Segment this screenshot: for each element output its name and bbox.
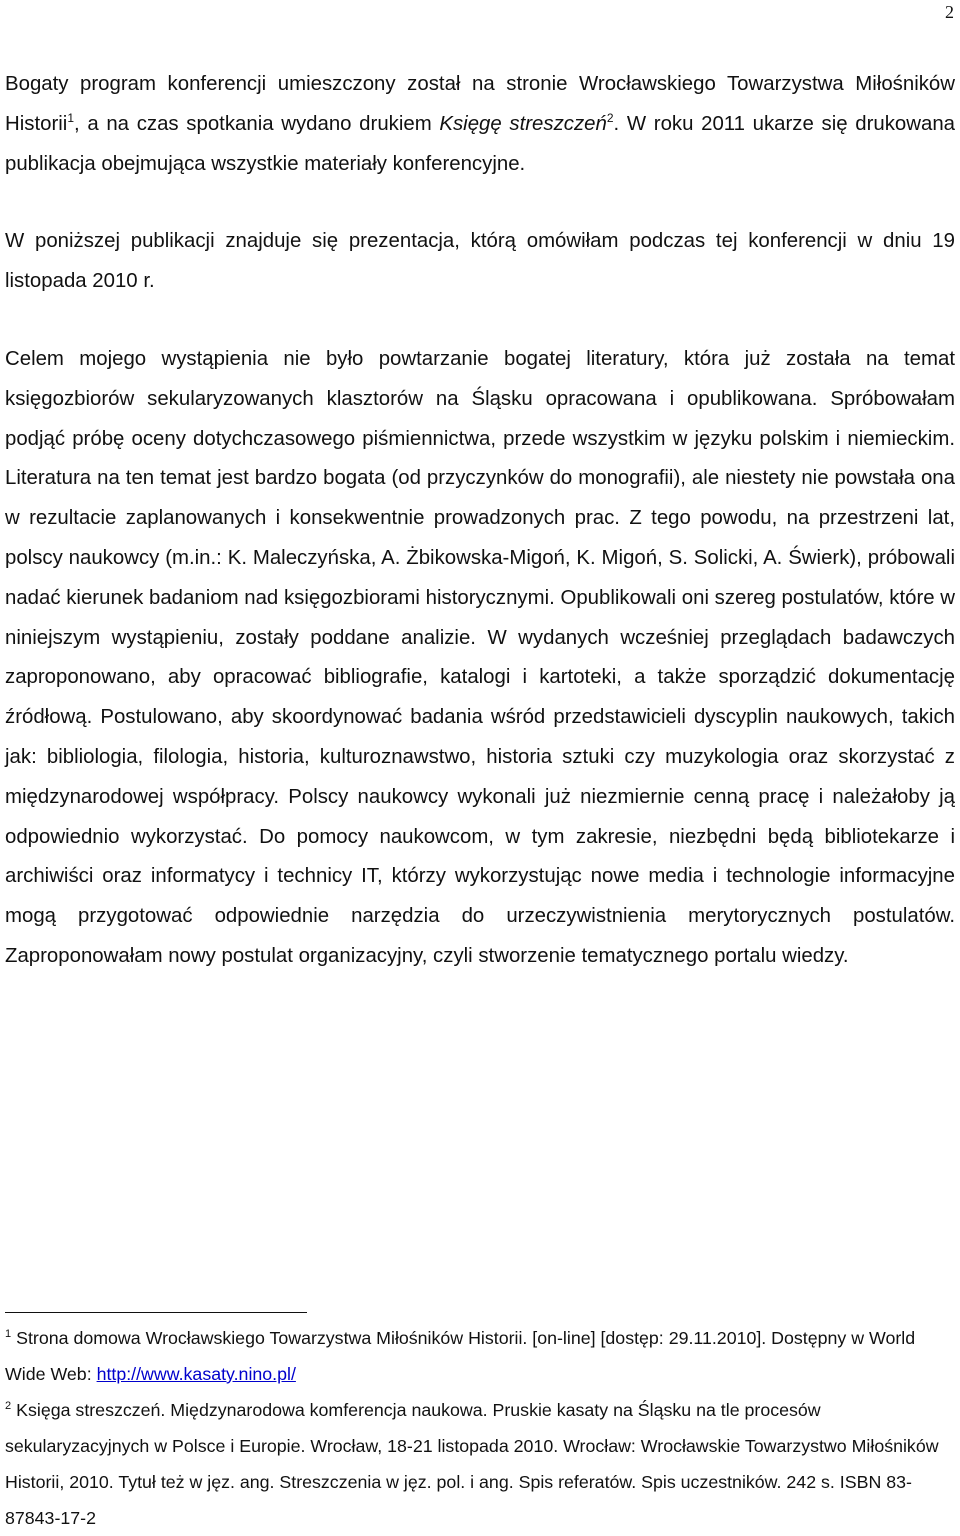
footnote-2	[5, 1392, 955, 1536]
footnotes	[5, 1320, 955, 1536]
footnote-text: Księga streszczeń. Międzynarodowa komferencja naukowa. Pruskie kasaty na Śląsku na tle procesów sekularyzacyjnych w Polsce i Europie. Wrocław, 18-21 listopada 2010. Wrocław: Wrocławskie Towarzystwo Miłośników Historii, 2010. Tytuł też w jęz. ang. Streszczenia w jęz. pol. i ang. Spis referatów. Spis uczestników. 242 s. ISBN 83-87843-17-2	[5, 1400, 939, 1528]
footnote-marker: 1	[5, 1328, 12, 1340]
book-title: Księgę streszczeń	[439, 112, 607, 135]
footnote-ref-2[interactable]: 2	[606, 110, 614, 125]
paragraph-text: Bogaty program konferencji umieszczony został na stronie Wrocławskiego Towarzystwa Miłośników Historii	[5, 73, 955, 135]
paragraph-text: . W roku 2011 ukarze się drukowana publikacja obejmująca wszystkie materiały konferencyjne.	[5, 112, 955, 175]
footnote-ref-1[interactable]: 1	[67, 110, 74, 125]
paragraph-conference-program	[5, 65, 955, 184]
paragraph-presentation: W poniższej publikacji znajduje się prezentacja, którą omówiłam podczas tej konferencji w dniu 19 listopada 2010 r.	[5, 230, 955, 293]
footnote-1	[5, 1320, 955, 1392]
footnote-text: Strona domowa Wrocławskiego Towarzystwa Miłośników Historii. [on-line] [dostęp: 29.11.2010]. Dostępny w World Wide Web:	[5, 1328, 916, 1384]
footnote-link[interactable]: http://www.kasaty.nino.pl/	[96, 1364, 296, 1384]
page-number: 2	[945, 2, 954, 22]
paragraph-speech-goal: Celem mojego wystąpienia nie było powtarzanie bogatej literatury, która już została na temat księgozbiorów sekularyzowanych klasztorów na Śląsku opracowana i opublikowana. Spróbowałam podjąć próbę oceny dotychczasowego piśmiennictwa, przede wszystkim w języku polskim i niemieckim. Literatura na ten temat jest bardzo bogata (od przyczynków do monografii), ale niestety nie powstała ona w rezultacie zaplanowanych i konsekwentnie prowadzonych prac. Z tego powodu, na przestrzeni lat, polscy naukowcy (m.in.: K. Maleczyńska, A. Żbikowska-Migoń, K. Migoń, S. Solicki, A. Świerk), próbowali nadać kierunek badaniom nad księgozbiorami historycznymi. Opublikowali oni szereg postulatów, które w niniejszym wystąpieniu, zostały poddane analizie. W wydanych wcześniej przeglądach badawczych zaproponowano, aby opracować bibliografie, katalogi i kartoteki, a także sporządzić dokumentację źródłową. Postulowano, aby skoordynować badania wśród przedstawicieli dyscyplin naukowych, takich jak: bibliologia, filologia, historia, kulturoznawstwo, historia sztuki czy muzykologia oraz skorzystać z międzynarodowej współpracy. Polscy naukowcy wykonali już niezmiernie cenną pracę i należałoby ją odpowiednio wykorzystać. Do pomocy naukowcom, w tym zakresie, niezbędni będą bibliotekarze i archiwiści oraz informatycy i technicy IT, którzy wykorzystując nowe media i technologie informacyjne mogą przygotować odpowiednie narzędzia do urzeczywistnienia merytorycznych postulatów. Zaproponowałam nowy postulat organizacyjny, czyli stworzenie tematycznego portalu wiedzy.	[5, 347, 955, 967]
footnote-marker: 2	[5, 1400, 12, 1412]
footnote-separator	[5, 1312, 307, 1313]
paragraph-text: , a na czas spotkania wydano drukiem	[74, 112, 440, 135]
main-text	[5, 65, 955, 977]
